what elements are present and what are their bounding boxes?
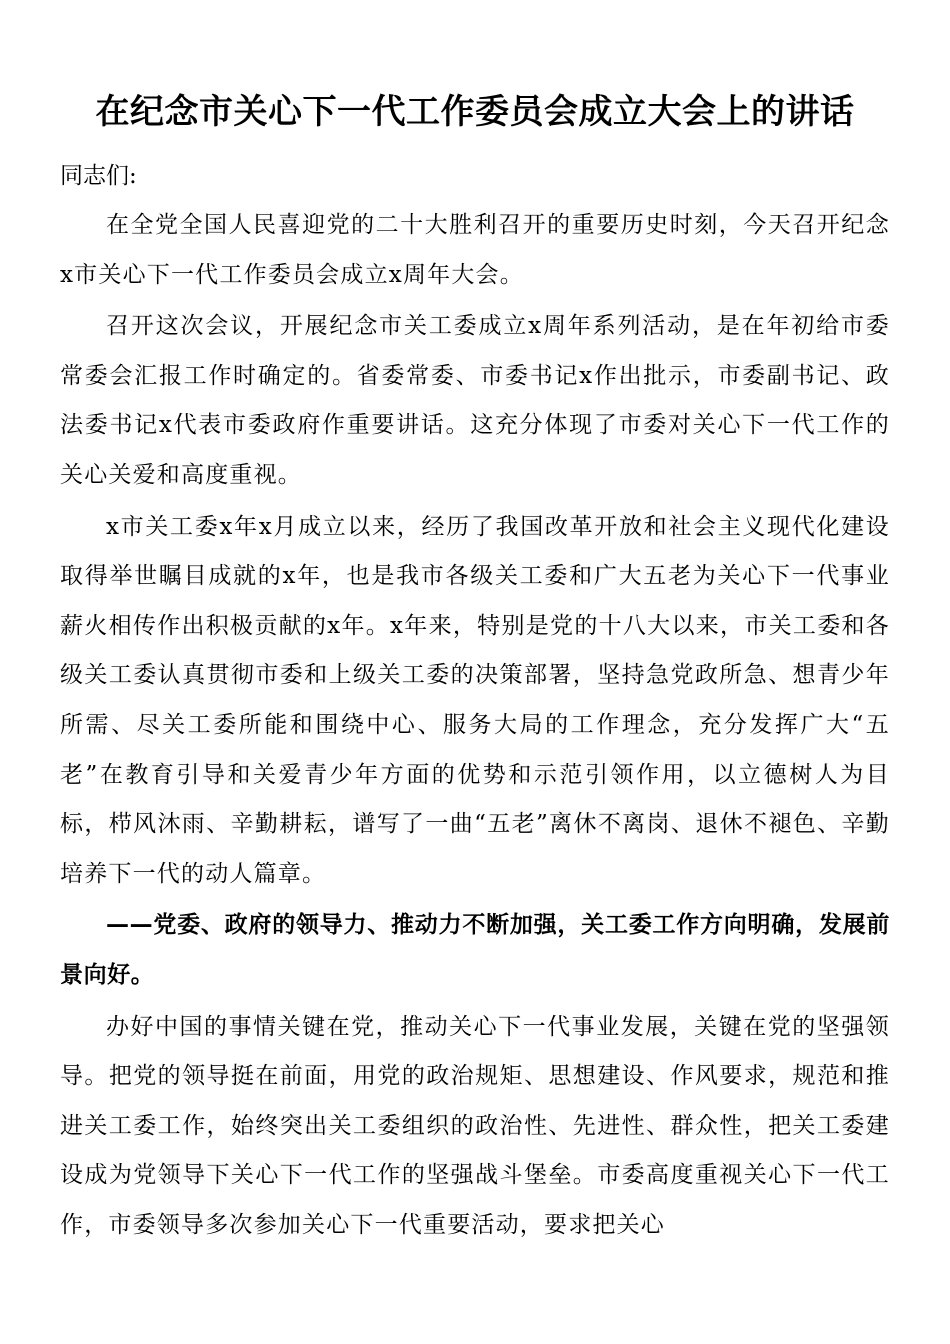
paragraph-opening: 在全党全国人民喜迎党的二十大胜利召开的重要历史时刻，今天召开纪念x市关心下一代工作委员会成立x周年大会。 (60, 212, 890, 288)
document-page (60, 86, 890, 1252)
paragraph-party-leadership: 办好中国的事情关键在党，推动关心下一代事业发展，关键在党的坚强领导。把党的领导挺在前面，用党的政治规矩、思想建设、作风要求，规范和推进关工委工作，始终突出关工委组织的政治性、先进性、群众性，把关工委建设成为党领导下关心下一代工作的坚强战斗堡垒。市委高度重视关心下一代工作，市委领导多次参加关心下一代重要活动，要求把关心 (60, 1013, 890, 1238)
paragraph-history: x市关工委x年x月成立以来，经历了我国改革开放和社会主义现代化建设取得举世瞩目成就的x年，也是我市各级关工委和广大五老为关心下一代事业薪火相传作出积极贡献的x年。x年来，特别是党的十八大以来，市关工委和各级关工委认真贯彻市委和上级关工委的决策部署，坚持急党政所急、想青少年所需、尽关工委所能和围绕中心、服务大局的工作理念，充分发挥广大“五老”在教育引导和关爱青少年方面的优势和示范引领作用，以立德树人为目标，栉风沐雨、辛勤耕耘，谱写了一曲“五老”离休不离岗、退休不褪色、辛勤培养下一代的动人篇章。 (60, 513, 890, 887)
section-heading-leadership: ——党委、政府的领导力、推动力不断加强，关工委工作方向明确，发展前景向好。 (60, 912, 890, 988)
salutation: 同志们: (60, 163, 137, 189)
document-title: 在纪念市关心下一代工作委员会成立大会上的讲话 (95, 92, 855, 132)
paragraph-meeting-purpose: 召开这次会议，开展纪念市关工委成立x周年系列活动，是在年初给市委常委会汇报工作时确定的。省委常委、市委书记x作出批示，市委副书记、政法委书记x代表市委政府作重要讲话。这充分体现了市委对关心下一代工作的关心关爱和高度重视。 (60, 313, 890, 488)
